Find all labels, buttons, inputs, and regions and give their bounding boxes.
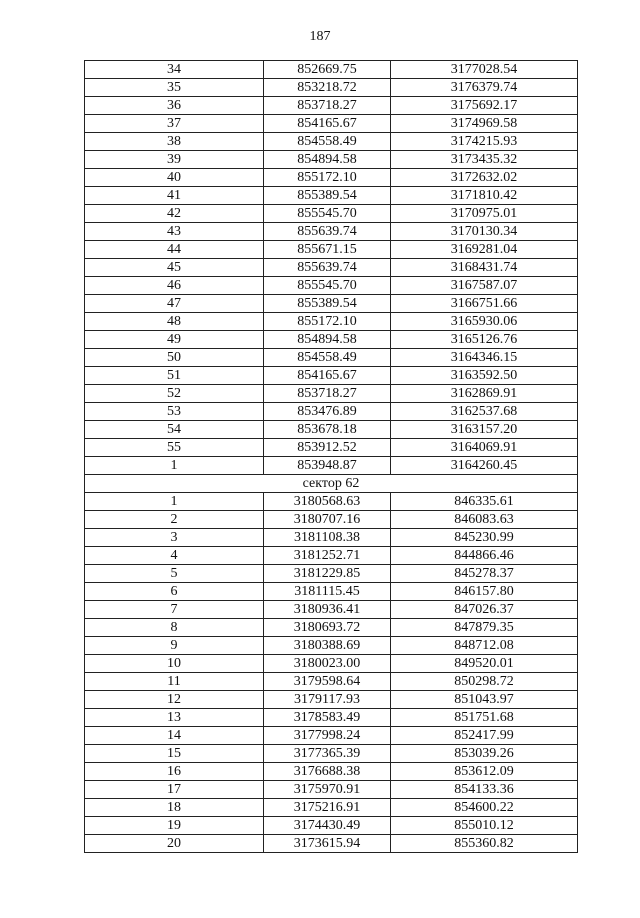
- coordinate-y-cell: 846335.61: [391, 493, 578, 511]
- coordinate-y-cell: 855010.12: [391, 817, 578, 835]
- point-number-cell: 37: [85, 115, 264, 133]
- point-number-cell: 46: [85, 277, 264, 295]
- coordinate-y-cell: 851751.68: [391, 709, 578, 727]
- coordinate-x-cell: 3174430.49: [264, 817, 391, 835]
- point-number-cell: 15: [85, 745, 264, 763]
- table-row: [85, 79, 578, 97]
- point-number-cell: 9: [85, 637, 264, 655]
- section-label: сектор 62: [85, 475, 578, 493]
- coordinate-y-cell: 3164346.15: [391, 349, 578, 367]
- coordinate-y-cell: 848712.08: [391, 637, 578, 655]
- point-number-cell: 38: [85, 133, 264, 151]
- coordinate-x-cell: 3180936.41: [264, 601, 391, 619]
- point-number-cell: 4: [85, 547, 264, 565]
- point-number-cell: 5: [85, 565, 264, 583]
- table-row: [85, 241, 578, 259]
- table-row: [85, 331, 578, 349]
- point-number-cell: 36: [85, 97, 264, 115]
- point-number-cell: 19: [85, 817, 264, 835]
- coordinate-y-cell: 846083.63: [391, 511, 578, 529]
- coordinate-y-cell: 3176379.74: [391, 79, 578, 97]
- coordinate-y-cell: 3169281.04: [391, 241, 578, 259]
- coordinate-x-cell: 3176688.38: [264, 763, 391, 781]
- coordinate-x-cell: 853912.52: [264, 439, 391, 457]
- point-number-cell: 16: [85, 763, 264, 781]
- coordinate-x-cell: 3180388.69: [264, 637, 391, 655]
- point-number-cell: 47: [85, 295, 264, 313]
- coordinate-x-cell: 3180693.72: [264, 619, 391, 637]
- table-row: [85, 313, 578, 331]
- coordinate-x-cell: 3181229.85: [264, 565, 391, 583]
- table-row: [85, 97, 578, 115]
- coordinate-x-cell: 853678.18: [264, 421, 391, 439]
- point-number-cell: 52: [85, 385, 264, 403]
- coordinate-x-cell: 3175216.91: [264, 799, 391, 817]
- coordinate-y-cell: 3168431.74: [391, 259, 578, 277]
- coordinate-x-cell: 855389.54: [264, 187, 391, 205]
- table-row: [85, 781, 578, 799]
- point-number-cell: 6: [85, 583, 264, 601]
- coordinate-x-cell: 855671.15: [264, 241, 391, 259]
- coordinate-x-cell: 854165.67: [264, 367, 391, 385]
- table-row: [85, 817, 578, 835]
- table-row: [85, 529, 578, 547]
- point-number-cell: 43: [85, 223, 264, 241]
- table-row: [85, 583, 578, 601]
- point-number-cell: 34: [85, 61, 264, 79]
- coordinate-y-cell: 852417.99: [391, 727, 578, 745]
- coordinate-y-cell: 3174215.93: [391, 133, 578, 151]
- coordinate-x-cell: 854894.58: [264, 331, 391, 349]
- coordinate-x-cell: 855639.74: [264, 223, 391, 241]
- table-row: [85, 457, 578, 475]
- point-number-cell: 11: [85, 673, 264, 691]
- table-row: [85, 511, 578, 529]
- coordinate-y-cell: 845278.37: [391, 565, 578, 583]
- coordinate-x-cell: 3180568.63: [264, 493, 391, 511]
- table-row: [85, 349, 578, 367]
- point-number-cell: 44: [85, 241, 264, 259]
- point-number-cell: 12: [85, 691, 264, 709]
- table-row: [85, 709, 578, 727]
- coordinate-y-cell: 846157.80: [391, 583, 578, 601]
- coordinate-x-cell: 3173615.94: [264, 835, 391, 853]
- section-header-row: [85, 475, 578, 493]
- point-number-cell: 14: [85, 727, 264, 745]
- coordinate-x-cell: 853476.89: [264, 403, 391, 421]
- point-number-cell: 10: [85, 655, 264, 673]
- table-row: [85, 565, 578, 583]
- coordinate-x-cell: 853948.87: [264, 457, 391, 475]
- table-row: [85, 403, 578, 421]
- table-row: [85, 493, 578, 511]
- coordinate-y-cell: 3163592.50: [391, 367, 578, 385]
- coordinate-y-cell: 849520.01: [391, 655, 578, 673]
- coordinate-y-cell: 3173435.32: [391, 151, 578, 169]
- point-number-cell: 1: [85, 493, 264, 511]
- table-row: [85, 115, 578, 133]
- coordinate-y-cell: 3174969.58: [391, 115, 578, 133]
- point-number-cell: 3: [85, 529, 264, 547]
- point-number-cell: 53: [85, 403, 264, 421]
- coordinate-x-cell: 855172.10: [264, 313, 391, 331]
- coordinate-y-cell: 854600.22: [391, 799, 578, 817]
- table-row: [85, 223, 578, 241]
- coordinate-x-cell: 3181252.71: [264, 547, 391, 565]
- table-row: [85, 691, 578, 709]
- table-row: [85, 763, 578, 781]
- coordinate-x-cell: 855639.74: [264, 259, 391, 277]
- point-number-cell: 42: [85, 205, 264, 223]
- table-row: [85, 259, 578, 277]
- point-number-cell: 1: [85, 457, 264, 475]
- table-row: [85, 205, 578, 223]
- table-row: [85, 799, 578, 817]
- coordinate-y-cell: 3172632.02: [391, 169, 578, 187]
- point-number-cell: 13: [85, 709, 264, 727]
- coordinate-y-cell: 3175692.17: [391, 97, 578, 115]
- table-row: [85, 727, 578, 745]
- table-row: [85, 187, 578, 205]
- coordinate-x-cell: 855545.70: [264, 205, 391, 223]
- coordinate-y-cell: 3170975.01: [391, 205, 578, 223]
- coordinate-x-cell: 3181115.45: [264, 583, 391, 601]
- page-number: 187: [309, 29, 331, 44]
- coordinate-y-cell: 844866.46: [391, 547, 578, 565]
- coordinate-x-cell: 3177998.24: [264, 727, 391, 745]
- coordinate-y-cell: 854133.36: [391, 781, 578, 799]
- point-number-cell: 18: [85, 799, 264, 817]
- point-number-cell: 54: [85, 421, 264, 439]
- coordinate-x-cell: 3180023.00: [264, 655, 391, 673]
- coordinate-y-cell: 847879.35: [391, 619, 578, 637]
- table-row: [85, 745, 578, 763]
- point-number-cell: 35: [85, 79, 264, 97]
- table-row: [85, 367, 578, 385]
- point-number-cell: 50: [85, 349, 264, 367]
- coordinate-y-cell: 851043.97: [391, 691, 578, 709]
- table-row: [85, 619, 578, 637]
- coordinate-x-cell: 854165.67: [264, 115, 391, 133]
- coordinate-x-cell: 3180707.16: [264, 511, 391, 529]
- coordinates-table-body-bottom: [85, 493, 578, 853]
- coordinate-x-cell: 853718.27: [264, 385, 391, 403]
- coordinate-x-cell: 3179598.64: [264, 673, 391, 691]
- coordinate-y-cell: 3163157.20: [391, 421, 578, 439]
- coordinate-y-cell: 853039.26: [391, 745, 578, 763]
- point-number-cell: 39: [85, 151, 264, 169]
- coordinate-x-cell: 3179117.93: [264, 691, 391, 709]
- coordinates-table-body-top: [85, 61, 578, 475]
- table-row: [85, 277, 578, 295]
- point-number-cell: 41: [85, 187, 264, 205]
- table-row: [85, 385, 578, 403]
- table-row: [85, 835, 578, 853]
- table-row: [85, 673, 578, 691]
- table-row: [85, 637, 578, 655]
- point-number-cell: 48: [85, 313, 264, 331]
- coordinate-y-cell: 3170130.34: [391, 223, 578, 241]
- coordinate-y-cell: 3162537.68: [391, 403, 578, 421]
- coordinate-x-cell: 853718.27: [264, 97, 391, 115]
- table-row: [85, 61, 578, 79]
- table-row: [85, 601, 578, 619]
- coordinate-x-cell: 855172.10: [264, 169, 391, 187]
- table-row: [85, 547, 578, 565]
- point-number-cell: 45: [85, 259, 264, 277]
- table-row: [85, 655, 578, 673]
- coordinate-x-cell: 852669.75: [264, 61, 391, 79]
- table-row: [85, 169, 578, 187]
- table-row: [85, 133, 578, 151]
- coordinate-x-cell: 854894.58: [264, 151, 391, 169]
- coordinate-y-cell: 855360.82: [391, 835, 578, 853]
- table-row: [85, 151, 578, 169]
- coordinate-y-cell: 3166751.66: [391, 295, 578, 313]
- point-number-cell: 2: [85, 511, 264, 529]
- coordinate-y-cell: 845230.99: [391, 529, 578, 547]
- coordinate-y-cell: 3162869.91: [391, 385, 578, 403]
- coordinate-x-cell: 854558.49: [264, 133, 391, 151]
- coordinate-x-cell: 3181108.38: [264, 529, 391, 547]
- coordinate-y-cell: 3167587.07: [391, 277, 578, 295]
- coordinate-x-cell: 3175970.91: [264, 781, 391, 799]
- point-number-cell: 55: [85, 439, 264, 457]
- coordinate-y-cell: 850298.72: [391, 673, 578, 691]
- table-row: [85, 421, 578, 439]
- point-number-cell: 49: [85, 331, 264, 349]
- coordinate-x-cell: 3177365.39: [264, 745, 391, 763]
- coordinates-table: [84, 60, 578, 853]
- coordinate-x-cell: 854558.49: [264, 349, 391, 367]
- coordinate-y-cell: 853612.09: [391, 763, 578, 781]
- coordinate-y-cell: 847026.37: [391, 601, 578, 619]
- point-number-cell: 40: [85, 169, 264, 187]
- point-number-cell: 51: [85, 367, 264, 385]
- coordinate-y-cell: 3165930.06: [391, 313, 578, 331]
- coordinate-y-cell: 3165126.76: [391, 331, 578, 349]
- point-number-cell: 20: [85, 835, 264, 853]
- point-number-cell: 8: [85, 619, 264, 637]
- point-number-cell: 7: [85, 601, 264, 619]
- coordinate-y-cell: 3177028.54: [391, 61, 578, 79]
- coordinate-x-cell: 853218.72: [264, 79, 391, 97]
- coordinate-y-cell: 3164260.45: [391, 457, 578, 475]
- table-row: [85, 439, 578, 457]
- coordinate-x-cell: 855389.54: [264, 295, 391, 313]
- coordinate-x-cell: 855545.70: [264, 277, 391, 295]
- coordinate-y-cell: 3164069.91: [391, 439, 578, 457]
- coordinate-y-cell: 3171810.42: [391, 187, 578, 205]
- table-row: [85, 295, 578, 313]
- section-row-group: [85, 475, 578, 493]
- point-number-cell: 17: [85, 781, 264, 799]
- coordinate-x-cell: 3178583.49: [264, 709, 391, 727]
